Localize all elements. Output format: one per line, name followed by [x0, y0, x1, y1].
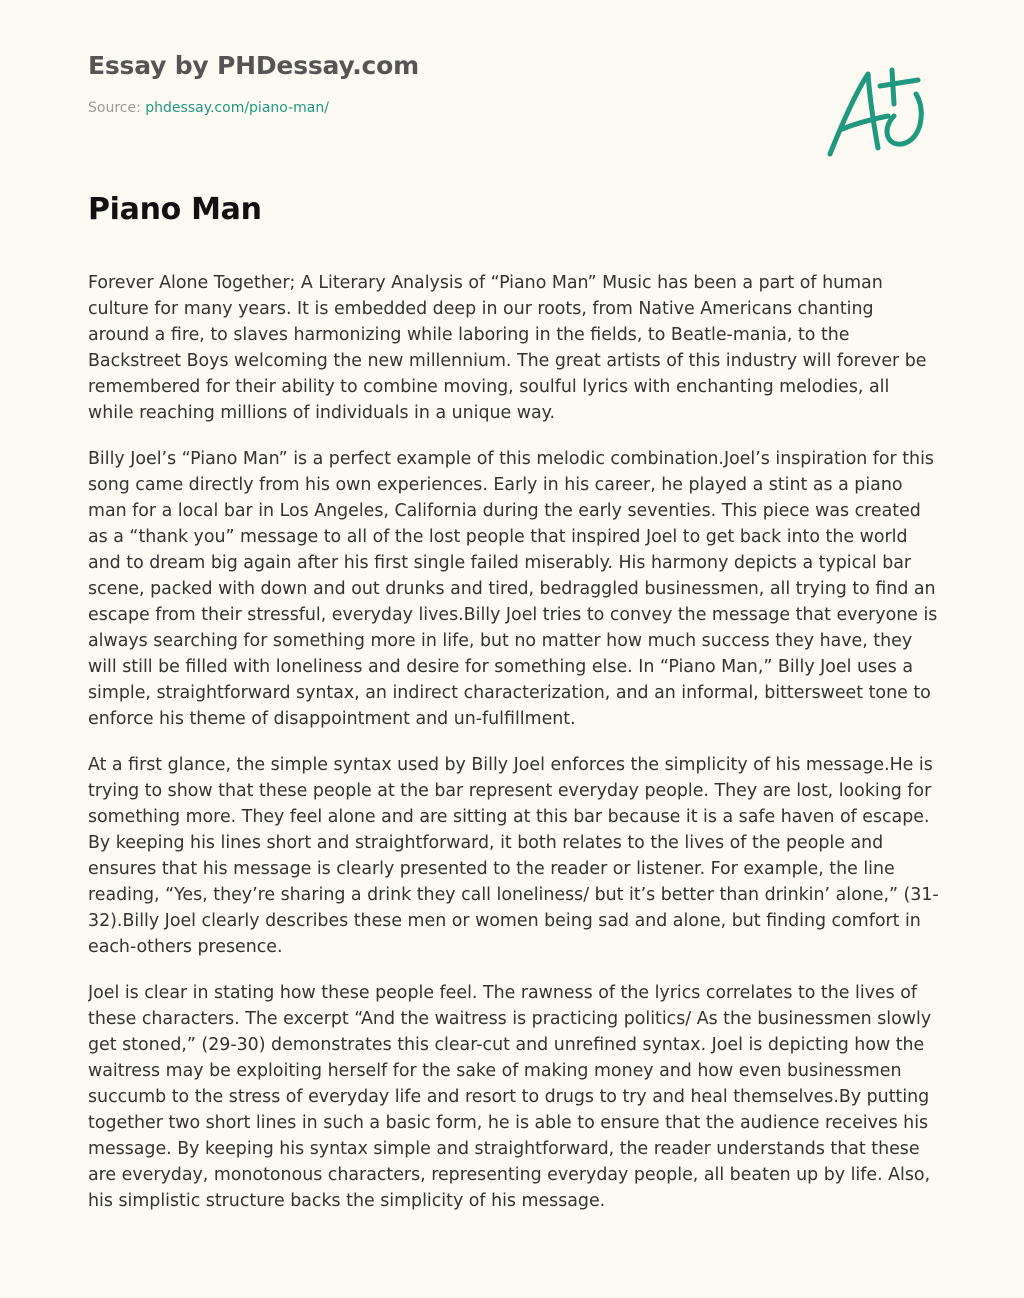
- essay-paragraph: At a first glance, the simple syntax used by Billy Joel enforces the simplicity of his message.He is trying to show that these people at the bar represent everyday people. They are lost, looking for something more. They feel alone and are sitting at this bar because it is a safe haven of escape. By keeping his lines short and straightforward, it both relates to the lives of the people and ensures that his message is clearly presented to the reader or listener. For example, the line reading, “Yes, they’re sharing a drink they call loneliness/ but it’s better than drinkin’ alone,” (31-32).Billy Joel clearly describes these men or women being sad and alone, but finding comfort in each-others presence.: [88, 755, 939, 957]
- a-plus-grade-logo-icon: [822, 64, 930, 164]
- source-link[interactable]: phdessay.com/piano-man/: [145, 100, 329, 116]
- essay-body: [88, 270, 940, 1258]
- essay-paragraph: Joel is clear in stating how these people feel. The rawness of the lyrics correlates to the lives of these characters. The excerpt “And the waitress is practicing politics/ As the businessmen slowly get stoned,” (29-30) demonstrates this clear-cut and unrefined syntax. Joel is depicting how the waitress may be exploiting herself for the sake of making money and how even businessmen succumb to the stress of everyday life and resort to drugs to try and heal themselves.By putting together two short lines in such a basic form, he is able to ensure that the audience receives his message. By keeping his syntax simple and straightforward, the reader understands that these are everyday, monotonous characters, representing everyday people, all beaten up by life. Also, his simplistic structure backs the simplicity of his message.: [88, 983, 932, 1211]
- page-header: [88, 48, 419, 118]
- source-label: Source:: [88, 100, 141, 116]
- essay-paragraph: Billy Joel’s “Piano Man” is a perfect example of this melodic combination.Joel’s inspiration for this song came directly from his own experiences. Early in his career, he played a stint as a piano man for a local bar in Los Angeles, California during the early seventies. This piece was created as a “thank you” message to all of the lost people that inspired Joel to get back into the world and to dream big again after his first single failed miserably. His harmony depicts a typical bar scene, packed with down and out drunks and tired, bedraggled businessmen, all trying to find an escape from their stressful, everyday lives.Billy Joel tries to convey the message that everyone is always searching for something more in life, but no matter how much success they have, they will still be filled with loneliness and desire for something else. In “Piano Man,” Billy Joel uses a simple, straightforward syntax, an indirect characterization, and an informal, bittersweet tone to enforce his theme of disappointment and un-fulfillment.: [88, 449, 938, 729]
- essay-paragraph: Forever Alone Together; A Literary Analysis of “Piano Man” Music has been a part of human culture for many years. It is embedded deep in our roots, from Native Americans chanting around a fire, to slaves harmonizing while laboring in the fields, to Beatle-mania, to the Backstreet Boys welcoming the new millennium. The great artists of this industry will forever be remembered for their ability to combine moving, soulful lyrics with enchanting melodies, all while reaching millions of individuals in a unique way.: [88, 273, 927, 423]
- source-line: [88, 98, 419, 118]
- page-title: Piano Man: [88, 192, 262, 227]
- site-brand: Essay by PHDessay.com: [88, 51, 419, 80]
